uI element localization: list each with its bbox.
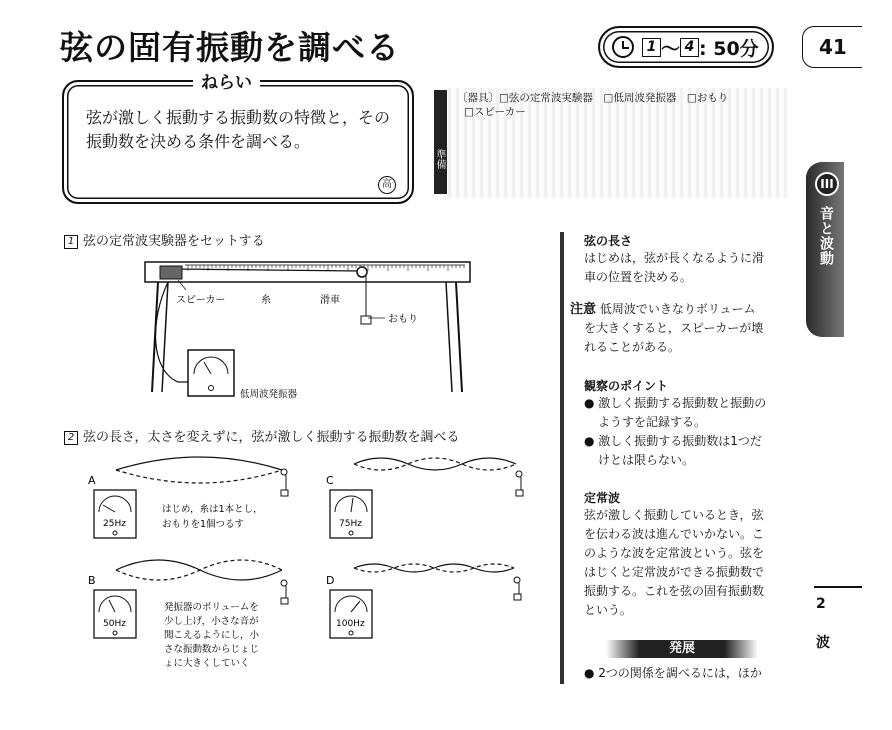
note-b-line-1: 発振器のボリュームを: [164, 602, 259, 613]
standing-wave-diagrams: [0, 440, 560, 680]
points-list: [584, 394, 766, 470]
point-2-line-2: けとは限らない。: [598, 453, 695, 467]
string-label: 糸: [261, 295, 271, 306]
caution-block: [570, 300, 763, 357]
exp-c-letter: C: [326, 474, 334, 487]
preparation-label: 準備: [434, 90, 447, 194]
caution-tag: 注意: [570, 302, 597, 317]
table-leg: [456, 282, 462, 392]
page-title: 弦の固有振動を調べる: [60, 28, 400, 67]
develop-bullet: ● 2つの関係を調べるには，ほか: [584, 666, 762, 680]
standing-heading: 定常波: [584, 491, 621, 505]
exp-a-pulley: [281, 469, 287, 475]
chapter-number: 2: [816, 596, 826, 612]
exp-c-wave: [354, 458, 516, 470]
exp-a-wave-dashed: [116, 470, 282, 483]
length-heading: 弦の長さ: [584, 234, 633, 248]
equipment-line-2: □スピーカー: [464, 106, 526, 118]
develop-label: 発展: [668, 641, 695, 656]
exp-b-letter: B: [88, 574, 96, 587]
exp-b-wave-dashed: [116, 560, 282, 580]
standing-line-1: 弦が激しく振動しているとき，弦: [584, 508, 764, 522]
clock-icon: [612, 36, 634, 58]
point-2-line-1: ● 激しく振動する振動数は1つだ: [584, 434, 762, 448]
caution-line-3: れることがある。: [584, 340, 681, 354]
chapter-rule: [814, 586, 862, 588]
note-b-line-4: さな振動数からじょじ: [164, 644, 260, 655]
step-2-number: 2: [64, 431, 78, 445]
weight-icon: [361, 316, 371, 324]
note-a-line-2: おもりを1個つるす: [162, 519, 245, 530]
section-numeral: III: [815, 172, 839, 196]
exp-a-wave: [116, 457, 282, 470]
exp-a-frequency: 25Hz: [103, 519, 126, 529]
point-1-line-1: ● 激しく振動する振動数と振動の: [584, 396, 767, 410]
time-sep: 〜: [661, 37, 681, 60]
exp-b-frequency: 50Hz: [103, 619, 126, 629]
standing-line-6: という。: [584, 603, 633, 617]
develop-banner: [606, 640, 758, 658]
note-a-line-1: はじめ，糸は1本とし，: [162, 504, 263, 515]
note-b-line-5: ょに大きくしていく: [164, 658, 250, 669]
pulley-label: 滑車: [320, 295, 340, 306]
equipment-line-1: 〔器具〕□弦の定常波実験器 □低周波発振器 □おもり: [457, 92, 729, 104]
time-duration: : 50分: [699, 37, 759, 60]
aim-label: ねらい: [193, 68, 260, 93]
standing-line-5: 振動する。これを弦の固有振動数: [584, 584, 765, 598]
exp-d-weight: [514, 594, 521, 600]
note-b-line-2: 少し上げ，小さな音が: [164, 616, 259, 627]
length-line-2: 車の位置を決める。: [584, 270, 693, 284]
time-start-box: 1: [642, 38, 661, 57]
standing-line-3: のような波を定常波という。弦を: [584, 546, 765, 560]
weight-label: おもり: [388, 314, 418, 325]
step-1-text: 弦の定常波実験器をセットする: [83, 234, 265, 249]
speaker-icon: [160, 266, 182, 279]
step-1-number: 1: [64, 235, 78, 249]
exp-d-wave: [354, 564, 514, 572]
exp-d-frequency: 100Hz: [336, 619, 365, 629]
exp-c-wave-dashed: [354, 458, 516, 470]
time-badge: [598, 26, 774, 68]
aim-text: 弦が激しく振動する振動数の特徴と，その振動数を決める条件を調べる。: [86, 108, 391, 151]
exp-a-weight: [281, 490, 288, 496]
exp-c-weight: [516, 490, 523, 496]
length-text: [584, 249, 764, 287]
aim-badge: 高: [378, 176, 396, 194]
caution-line-2: を大きくすると，スピーカーが壊: [584, 321, 764, 335]
points-heading: 観察のポイント: [584, 379, 669, 393]
column-divider: [560, 232, 564, 684]
section-label: 音と波動: [818, 206, 834, 266]
length-line-1: はじめは，弦が長くなるように滑: [584, 251, 765, 265]
table-leg: [446, 282, 452, 392]
note-b-line-3: 聞こえるようにし，小: [164, 630, 260, 641]
section-tab[interactable]: [806, 162, 844, 337]
apparatus-diagram: [0, 0, 560, 420]
exp-a-letter: A: [88, 474, 96, 487]
standing-line-4: はじくと定常波ができる振動数で: [584, 565, 765, 579]
caution-line-1: 低周波でいきなりボリューム: [599, 302, 756, 316]
generator-label: 低周波発振器: [240, 389, 298, 400]
exp-c-frequency: 75Hz: [339, 519, 362, 529]
time-end-box: 4: [680, 38, 699, 57]
step-2-text: 弦の長さ，太さを変えずに，弦が激しく振動する振動数を調べる: [83, 430, 460, 445]
chapter-label: 波: [816, 635, 830, 651]
point-1-line-2: ようすを記録する。: [598, 415, 707, 429]
table-leg: [162, 282, 168, 392]
standing-line-2: を伝わる波は進んでいかない。こ: [584, 527, 765, 541]
exp-d-letter: D: [326, 574, 335, 587]
standing-text: [584, 506, 764, 620]
speaker-label: スピーカー: [176, 295, 226, 306]
exp-b-weight: [281, 598, 288, 604]
page-number: 41: [802, 26, 862, 68]
